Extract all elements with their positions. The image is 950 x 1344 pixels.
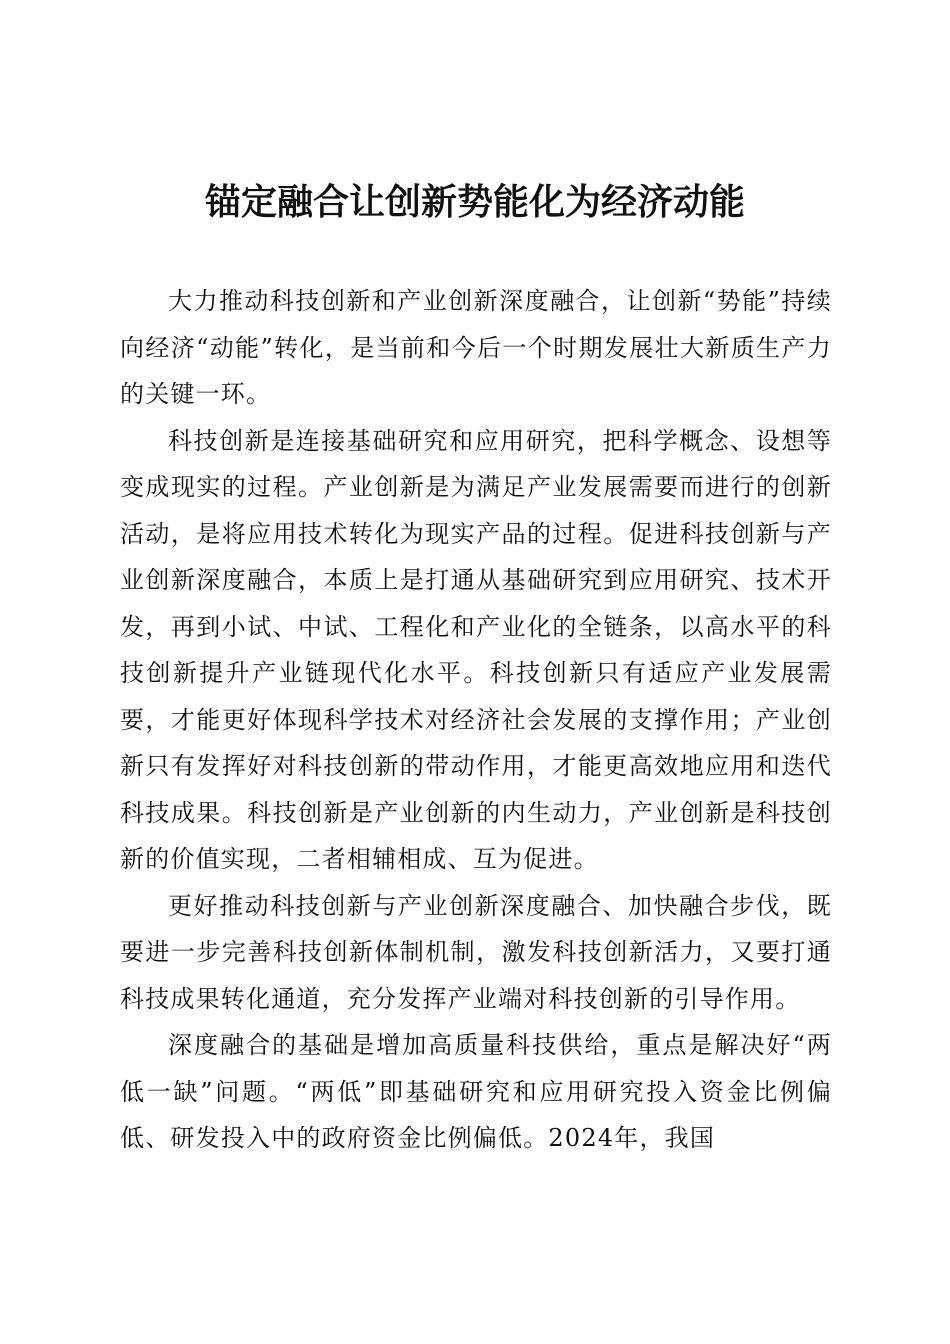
paragraph-3: 更好推动科技创新与产业创新深度融合、加快融合步伐，既要进一步完善科技创新体制机制，激发科技创新活力，又要打通科技成果转化通道，充分发挥产业端对科技创新的引导作用。 (120, 891, 832, 1013)
paragraph-1: 大力推动科技创新和产业创新深度融合，让创新“势能”持续向经济“动能”转化，是当前和今后一个时期发展壮大新质生产力的关键一环。 (120, 287, 832, 408)
paragraph-4: 深度融合的基础是增加高质量科技供给，重点是解决好“两低一缺”问题。“两低”即基础研究和应用研究投入资金比例偏低、研发投入中的政府资金比例偏低。2024年，我国 (120, 1031, 832, 1152)
document-title: 锚定融合让创新势能化为经济动能 (204, 181, 745, 223)
document-body (120, 278, 832, 1162)
paragraph-2: 科技创新是连接基础研究和应用研究，把科学概念、设想等变成现实的过程。产业创新是为满足产业发展需要而进行的创新活动，是将应用技术转化为现实产品的过程。促进科技创新与产业创新深度融合，本质上是打通从基础研究到应用研究、技术开发，再到小试、中试、工程化和产业化的全链条，以高水平的科技创新提升产业链现代化水平。科技创新只有适应产业发展需要，才能更好体现科学技术对经济社会发展的支撑作用；产业创新只有发挥好对科技创新的带动作用，才能更高效地应用和迭代科技成果。科技创新是产业创新的内生动力，产业创新是科技创新的价值实现，二者相辅相成、互为促进。 (120, 426, 832, 873)
